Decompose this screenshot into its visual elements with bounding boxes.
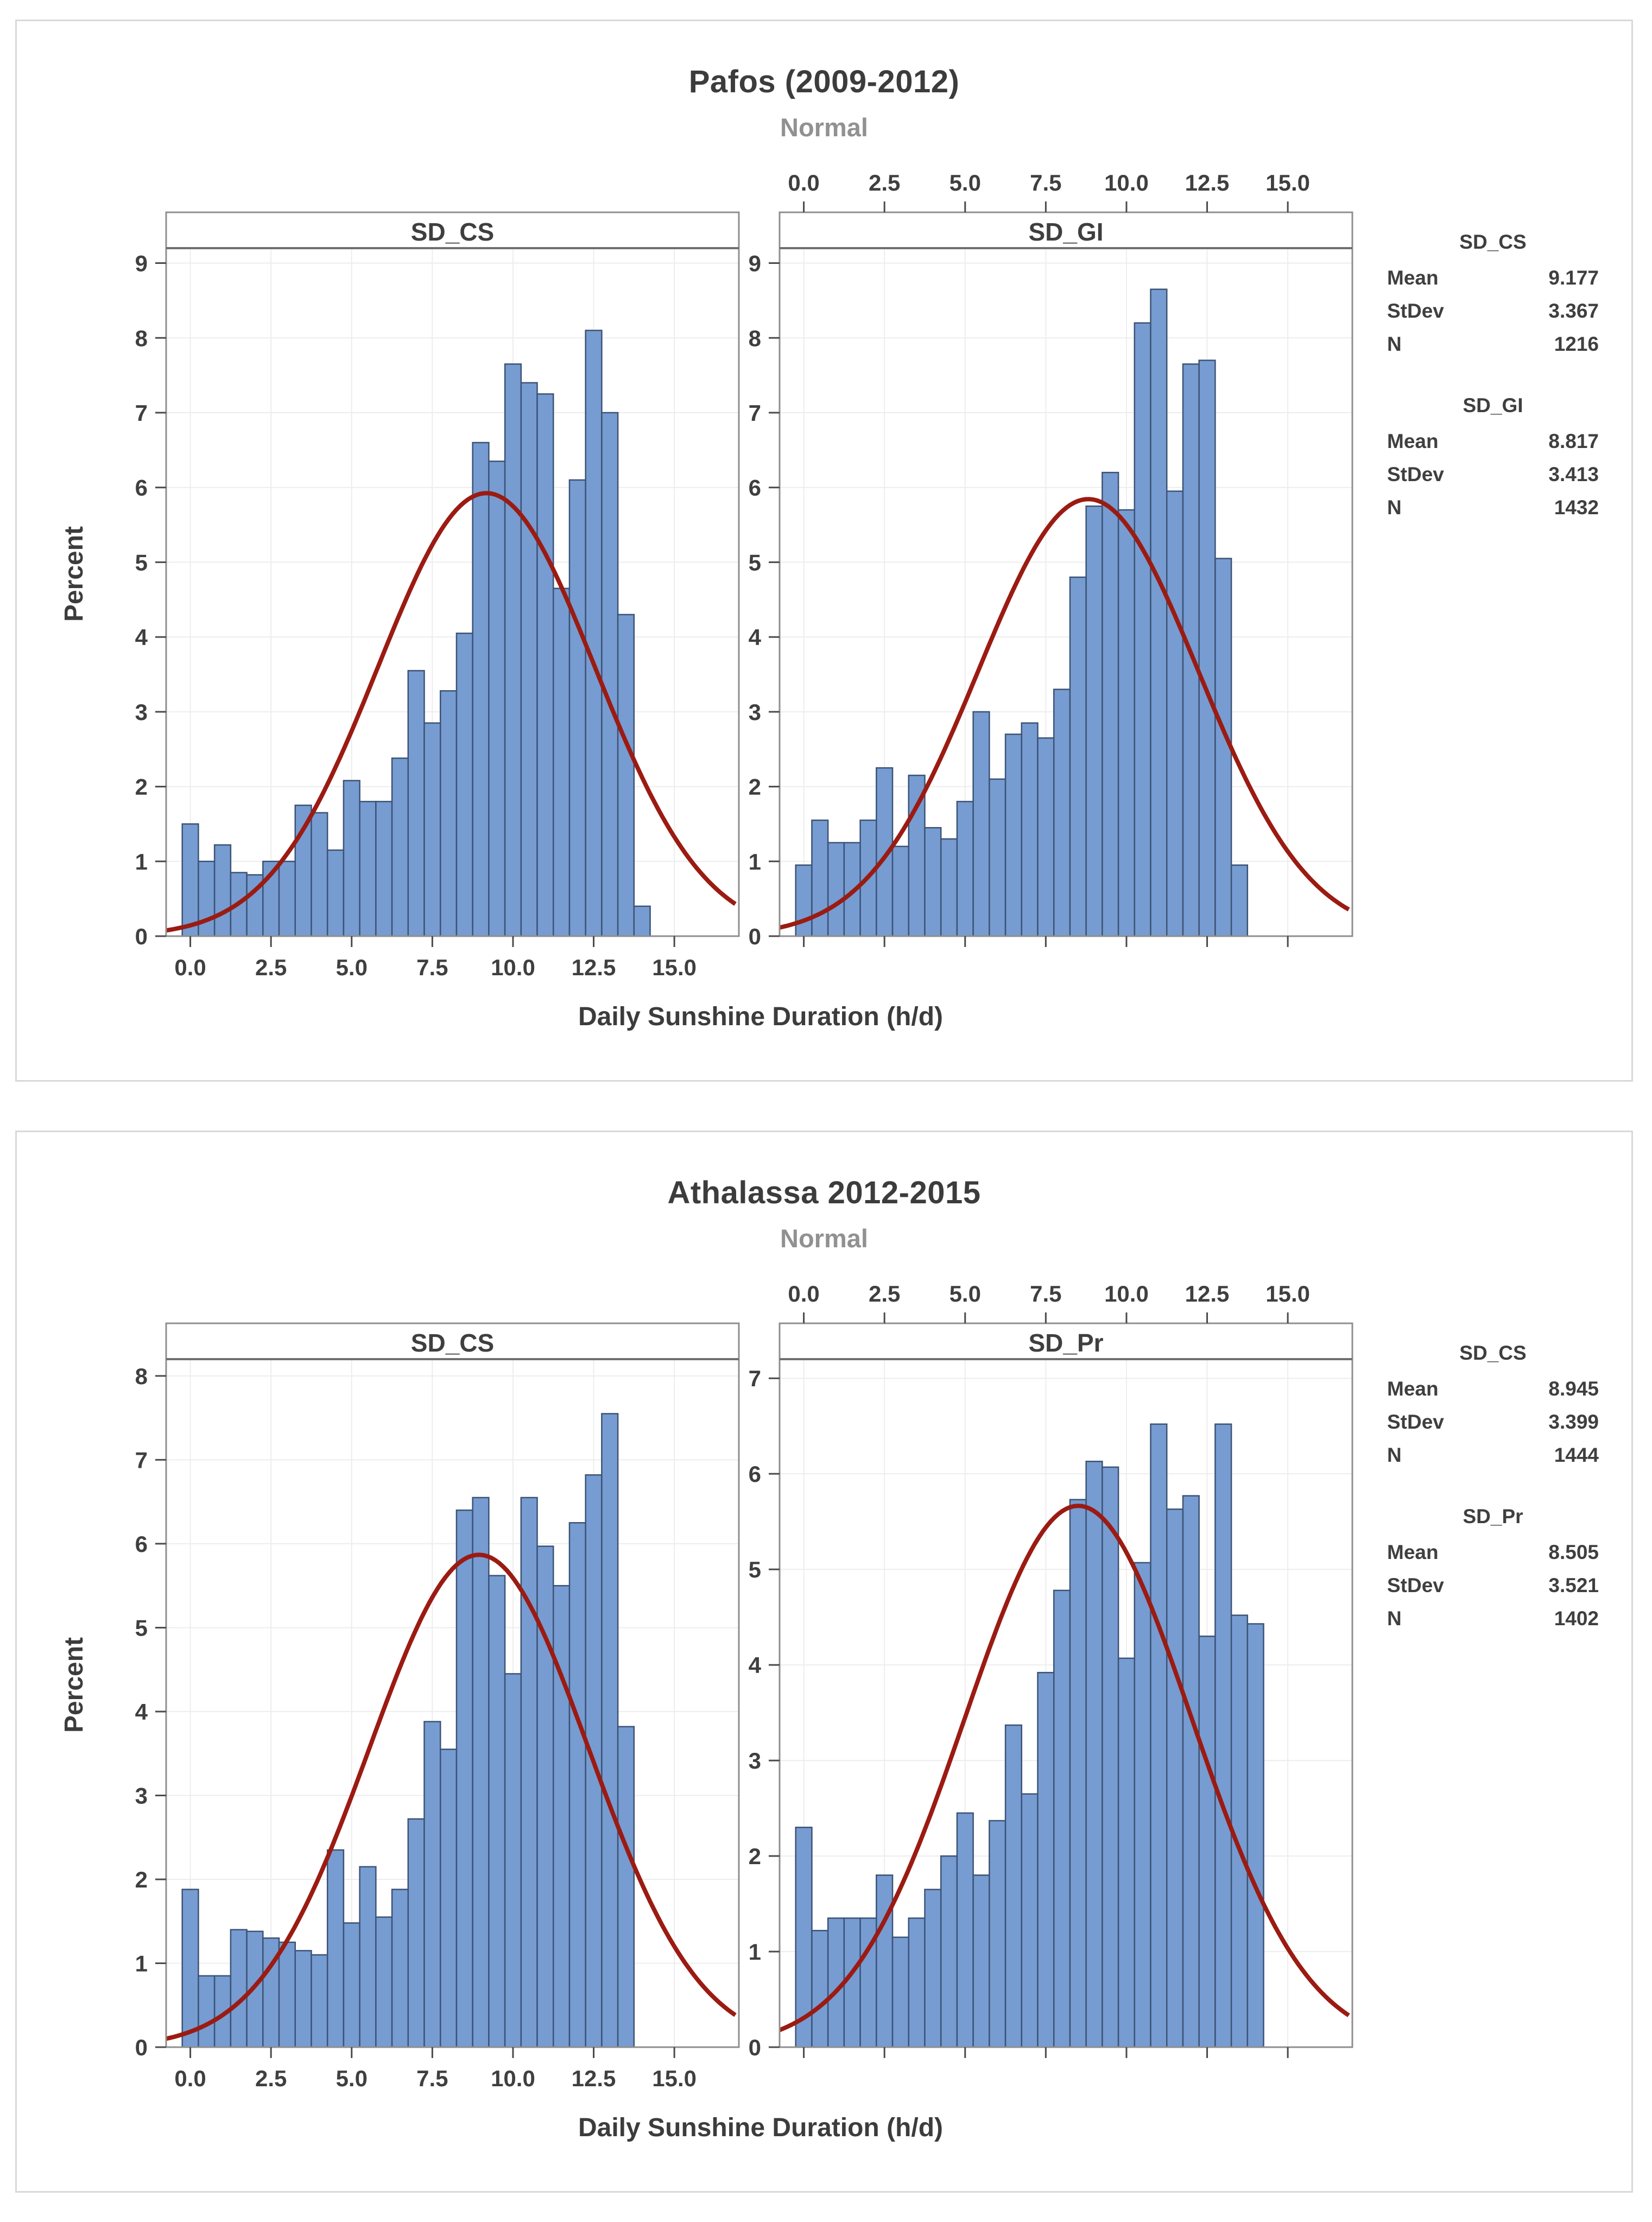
histogram-bar: [989, 1821, 1005, 2047]
stat-label: N: [1387, 496, 1402, 519]
histogram-bar: [925, 1890, 941, 2047]
histogram-bar: [1070, 577, 1086, 936]
stat-value: 3.521: [1548, 1574, 1599, 1596]
y-tick-label: 6: [135, 1531, 148, 1557]
histogram-bar: [925, 828, 941, 936]
x-tick-label: 5.0: [336, 2066, 368, 2091]
x-tick-label: 10.0: [1104, 170, 1149, 195]
stat-variable-name: SD_CS: [1459, 231, 1527, 253]
y-tick-label: 2: [748, 774, 761, 800]
stat-label: StDev: [1387, 300, 1444, 322]
x-axis-title: Daily Sunshine Duration (h/d): [578, 2113, 944, 2142]
x-tick-label: 15.0: [652, 2066, 697, 2091]
y-tick-label: 5: [748, 1557, 761, 1583]
y-tick-label: 4: [748, 1652, 761, 1678]
histogram-bar: [893, 1937, 909, 2047]
stat-group-sd_gi: [1387, 394, 1599, 524]
y-tick-label: 5: [135, 550, 148, 576]
x-tick-label: 10.0: [491, 955, 535, 980]
stat-label: StDev: [1387, 1574, 1444, 1596]
histogram-bar: [182, 824, 199, 936]
stat-label: Mean: [1387, 1541, 1439, 1563]
stat-label: N: [1387, 1444, 1402, 1466]
histogram-bars: [796, 289, 1248, 936]
y-tick-label: 3: [748, 699, 761, 725]
stat-value: 9.177: [1548, 267, 1599, 289]
figure-card-athalassa: [15, 1131, 1633, 2193]
stats-panel: [1387, 231, 1599, 558]
histogram-bar: [424, 1721, 440, 2047]
stat-value: 8.817: [1548, 430, 1599, 452]
histogram-bar: [473, 1498, 489, 2047]
histogram-bar: [505, 1674, 521, 2047]
stat-value: 1216: [1554, 333, 1599, 355]
histogram-bar: [602, 1413, 618, 2047]
stat-row: [1387, 261, 1599, 294]
y-tick-label: 1: [748, 849, 761, 875]
histogram-bar: [214, 845, 231, 936]
histogram-bar: [182, 1890, 199, 2047]
histogram-bar: [295, 1950, 312, 2047]
x-tick-label: 12.5: [571, 2066, 616, 2091]
x-tick-label: 0.0: [788, 1281, 820, 1306]
y-tick-label: 8: [135, 1363, 148, 1389]
histogram-panel-sd_cs: [115, 1231, 744, 2122]
stat-row: [1387, 294, 1599, 327]
stat-value: 3.413: [1548, 463, 1599, 485]
histogram-bar: [344, 1923, 360, 2047]
y-tick-label: 1: [748, 1939, 761, 1965]
y-tick-label: 5: [748, 550, 761, 576]
histogram-bar: [634, 906, 650, 936]
y-tick-label: 3: [135, 1783, 148, 1809]
y-tick-label: 3: [135, 699, 148, 725]
y-tick-label: 0: [748, 924, 761, 949]
histogram-bar: [1070, 1500, 1086, 2047]
histogram-bar: [957, 1813, 973, 2047]
stat-value: 1402: [1554, 1607, 1599, 1630]
panel-header-label: SD_GI: [1028, 218, 1104, 246]
histogram-bar: [1054, 1590, 1070, 2047]
histogram-bar: [1199, 1636, 1216, 2047]
stat-row: [1387, 1372, 1599, 1405]
histogram-bar: [457, 633, 473, 936]
x-tick-label: 0.0: [788, 170, 820, 195]
histogram-bar: [376, 1917, 392, 2047]
x-tick-label: 2.5: [255, 955, 287, 980]
x-tick-label: 7.5: [416, 2066, 448, 2091]
stat-label: N: [1387, 333, 1402, 355]
stat-value: 1432: [1554, 496, 1599, 519]
histogram-bar: [1248, 1624, 1264, 2047]
x-tick-label: 12.5: [571, 955, 616, 980]
stat-group-sd_pr: [1387, 1505, 1599, 1635]
y-tick-label: 0: [748, 2035, 761, 2060]
histogram-bar: [796, 865, 812, 936]
stat-label: Mean: [1387, 1378, 1439, 1400]
histogram-bar: [279, 861, 295, 936]
figure-subtitle: Normal: [780, 1224, 868, 1253]
histogram-panel-sd_cs: [115, 120, 744, 1011]
x-tick-label: 12.5: [1185, 170, 1230, 195]
histogram-bar: [521, 1498, 537, 2047]
histogram-bar: [327, 1850, 344, 2047]
x-tick-label: 10.0: [1104, 1281, 1149, 1306]
y-tick-label: 7: [135, 400, 148, 426]
stat-value: 1444: [1554, 1444, 1599, 1466]
histogram-bar: [569, 1523, 586, 2047]
histogram-bar: [1167, 1509, 1183, 2047]
x-tick-label: 2.5: [255, 2066, 287, 2091]
histogram-bar: [473, 443, 489, 936]
stat-row: [1387, 1438, 1599, 1472]
stats-panel: [1387, 1342, 1599, 1669]
stat-variable-name: SD_Pr: [1463, 1505, 1523, 1527]
histogram-bar: [489, 1576, 505, 2047]
histogram-bar: [973, 1875, 990, 2047]
histogram-bar: [376, 801, 392, 936]
histogram-bar: [408, 671, 425, 936]
figure-card-pafos: [15, 20, 1633, 1082]
y-tick-label: 4: [748, 624, 761, 651]
y-tick-label: 6: [748, 1461, 761, 1487]
x-tick-label: 15.0: [1265, 1281, 1311, 1306]
y-tick-label: 7: [135, 1447, 148, 1473]
histogram-bar: [618, 615, 634, 936]
histogram-bar: [1022, 1794, 1038, 2047]
y-tick-label: 8: [135, 325, 148, 351]
stat-row: [1387, 1405, 1599, 1438]
histogram-bar: [957, 801, 973, 936]
histogram-bar: [198, 861, 214, 936]
y-tick-label: 5: [135, 1615, 148, 1641]
histogram-bar: [360, 801, 376, 936]
histogram-bar: [1086, 506, 1103, 936]
histogram-bar: [618, 1727, 634, 2047]
histogram-bar: [505, 364, 521, 936]
y-tick-label: 1: [135, 1950, 148, 1977]
x-tick-label: 7.5: [1030, 1281, 1062, 1306]
histogram-bar: [311, 1955, 327, 2047]
stat-value: 8.505: [1548, 1541, 1599, 1563]
histogram-bar: [909, 1918, 925, 2047]
panel-header-label: SD_Pr: [1028, 1329, 1104, 1357]
stat-row: [1387, 1602, 1599, 1635]
histogram-bar: [311, 813, 327, 936]
stat-value: 3.399: [1548, 1411, 1599, 1433]
histogram-bar: [521, 383, 537, 936]
histogram-bar: [344, 781, 360, 936]
histogram-bar: [327, 850, 344, 936]
panel-header-label: SD_CS: [410, 1329, 495, 1357]
histogram-bar: [1102, 1467, 1118, 2047]
histogram-bar: [876, 1875, 893, 2047]
histogram-bar: [408, 1819, 425, 2047]
stat-variable-name: SD_GI: [1463, 394, 1523, 416]
y-tick-label: 7: [748, 400, 761, 426]
y-tick-label: 0: [135, 924, 148, 949]
histogram-bar: [392, 758, 408, 936]
histogram-bar: [1118, 510, 1135, 936]
histogram-bar: [1037, 1672, 1054, 2047]
histogram-bar: [1199, 361, 1216, 936]
y-axis-title: Percent: [60, 1637, 88, 1733]
y-tick-label: 6: [748, 475, 761, 501]
x-tick-label: 0.0: [174, 2066, 206, 2091]
x-tick-label: 2.5: [868, 170, 901, 195]
histogram-bar: [1183, 1496, 1199, 2047]
histogram-bar: [440, 691, 457, 936]
stat-row: [1387, 458, 1599, 491]
stat-label: N: [1387, 1607, 1402, 1630]
histogram-bar: [1086, 1461, 1103, 2047]
histogram-bar: [1037, 738, 1054, 936]
histogram-bar: [1005, 734, 1022, 936]
y-tick-label: 4: [135, 624, 148, 651]
y-tick-label: 3: [748, 1748, 761, 1774]
figure-subtitle: Normal: [780, 113, 868, 142]
histogram-bar: [457, 1510, 473, 2047]
histogram-bar: [198, 1976, 214, 2047]
histogram-bar: [1151, 289, 1167, 936]
figure-title: Athalassa 2012-2015: [667, 1175, 981, 1210]
histogram-bar: [392, 1890, 408, 2047]
stat-row: [1387, 327, 1599, 361]
stat-group-sd_cs: [1387, 231, 1599, 361]
x-tick-label: 7.5: [416, 955, 448, 980]
stat-label: Mean: [1387, 430, 1439, 452]
histogram-bar: [424, 723, 440, 936]
histogram-bar: [812, 820, 828, 936]
histogram-bar: [1167, 491, 1183, 936]
x-tick-label: 15.0: [1265, 170, 1311, 195]
y-axis-title: Percent: [60, 526, 88, 622]
y-tick-label: 9: [135, 250, 148, 276]
histogram-bar: [489, 461, 505, 936]
stat-variable-name: SD_CS: [1459, 1342, 1527, 1364]
y-tick-label: 0: [135, 2035, 148, 2060]
y-tick-label: 7: [748, 1366, 761, 1392]
histogram-bar: [1215, 1424, 1231, 2047]
stat-value: 8.945: [1548, 1378, 1599, 1400]
histogram-bar: [1102, 472, 1118, 936]
stat-row: [1387, 491, 1599, 524]
stat-row: [1387, 425, 1599, 458]
y-tick-label: 8: [748, 325, 761, 351]
x-tick-label: 5.0: [949, 170, 981, 195]
histogram-bar: [553, 589, 569, 936]
histogram-bar: [1022, 723, 1038, 936]
histogram-bar: [360, 1867, 376, 2047]
panel-header-label: SD_CS: [410, 218, 495, 246]
histogram-panel-sd_gi: [728, 120, 1358, 1011]
stat-row: [1387, 1569, 1599, 1602]
histogram-bar: [231, 1930, 247, 2047]
y-tick-label: 2: [135, 774, 148, 800]
x-tick-label: 0.0: [174, 955, 206, 980]
y-tick-label: 9: [748, 250, 761, 276]
histogram-bar: [440, 1749, 457, 2047]
histogram-bar: [1135, 1563, 1151, 2047]
histogram-bar: [1118, 1658, 1135, 2047]
histogram-bar: [828, 843, 844, 936]
histogram-bar: [1231, 865, 1248, 936]
x-tick-label: 7.5: [1030, 170, 1062, 195]
histogram-bar: [941, 1856, 957, 2047]
histogram-bar: [893, 847, 909, 936]
histogram-bar: [537, 394, 554, 936]
histogram-bars: [182, 1413, 634, 2047]
y-tick-label: 4: [135, 1699, 148, 1725]
histogram-bar: [1151, 1424, 1167, 2047]
histogram-bar: [569, 480, 586, 936]
x-axis-title: Daily Sunshine Duration (h/d): [578, 1002, 944, 1031]
histogram-bar: [295, 805, 312, 936]
x-tick-label: 10.0: [491, 2066, 535, 2091]
histogram-bar: [989, 779, 1005, 936]
histogram-bar: [586, 330, 602, 936]
histogram-bar: [973, 712, 990, 936]
x-tick-label: 2.5: [868, 1281, 901, 1306]
y-tick-label: 2: [135, 1866, 148, 1892]
stat-row: [1387, 1536, 1599, 1569]
histogram-bar: [941, 839, 957, 936]
stat-label: StDev: [1387, 1411, 1444, 1433]
stat-label: StDev: [1387, 463, 1444, 485]
x-tick-label: 5.0: [336, 955, 368, 980]
x-tick-label: 15.0: [652, 955, 697, 980]
figure-title: Pafos (2009-2012): [688, 64, 960, 99]
stat-value: 3.367: [1548, 300, 1599, 322]
stat-label: Mean: [1387, 267, 1439, 289]
histogram-bar: [1135, 323, 1151, 936]
y-tick-label: 2: [748, 1844, 761, 1870]
x-tick-label: 5.0: [949, 1281, 981, 1306]
stat-group-sd_cs: [1387, 1342, 1599, 1472]
x-tick-label: 12.5: [1185, 1281, 1230, 1306]
histogram-bar: [553, 1586, 569, 2047]
histogram-bar: [812, 1930, 828, 2047]
histogram-bar: [1054, 690, 1070, 936]
y-tick-label: 6: [135, 475, 148, 501]
y-tick-label: 1: [135, 849, 148, 875]
histogram-bar: [279, 1942, 295, 2047]
histogram-panel-sd_pr: [728, 1231, 1358, 2122]
histogram-bar: [1005, 1725, 1022, 2047]
histogram-bar: [602, 413, 618, 936]
